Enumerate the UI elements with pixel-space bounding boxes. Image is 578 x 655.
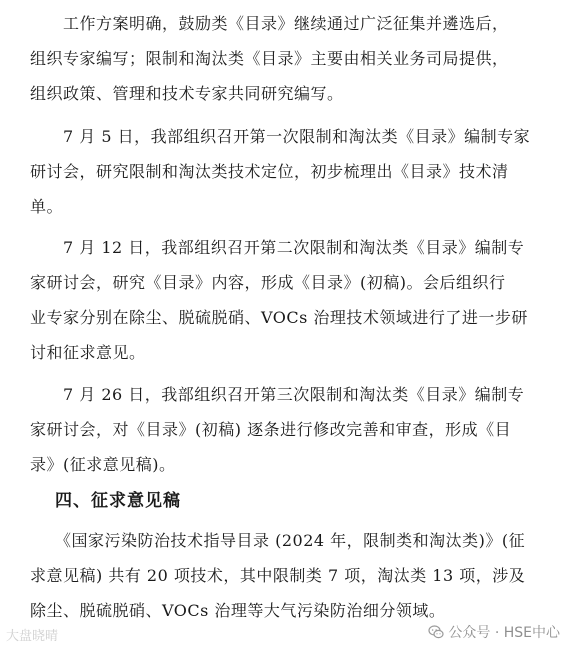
paragraph-july-5 bbox=[30, 119, 558, 224]
text-line: 家研讨会，对《目录》(初稿) 逐条进行修改完善和审查，形成《目 bbox=[30, 420, 512, 439]
text-line: 讨和征求意见。 bbox=[30, 343, 146, 362]
text-line: 7 月 5 日，我部组织召开第一次限制和淘汰类《目录》编制专家 bbox=[30, 127, 531, 146]
text-line: 7 月 12 日，我部组织召开第二次限制和淘汰类《目录》编制专 bbox=[30, 238, 525, 257]
paragraph-july-12 bbox=[30, 230, 558, 370]
text-line: 研讨会，研究限制和淘汰类技术定位，初步梳理出《目录》技术清 bbox=[30, 162, 509, 181]
text-line: 组织政策、管理和技术专家共同研究编写。 bbox=[30, 84, 344, 103]
paragraph-work-plan bbox=[30, 6, 558, 111]
section-heading: 四、征求意见稿 bbox=[55, 491, 181, 511]
paragraph-draft-summary bbox=[30, 523, 558, 628]
text-line: 除尘、脱硫脱硝、VOCs 治理等大气污染防治细分领域。 bbox=[30, 601, 446, 620]
text-line: 业专家分别在除尘、脱硫脱硝、VOCs 治理技术领域进行了进一步研 bbox=[30, 308, 528, 327]
watermark-left-text: 大盘晓晴 bbox=[6, 629, 59, 644]
watermark-left bbox=[6, 625, 58, 644]
text-line: 工作方案明确，鼓励类《目录》继续通过广泛征集并遴选后， bbox=[30, 14, 509, 33]
text-line: 单。 bbox=[30, 197, 64, 216]
text-line: 7 月 26 日，我部组织召开第三次限制和淘汰类《目录》编制专 bbox=[30, 385, 525, 404]
text-line: 《国家污染防治技术指导目录 (2024 年，限制类和淘汰类)》(征 bbox=[30, 531, 526, 550]
text-line: 录》(征求意见稿)。 bbox=[30, 455, 176, 474]
text-line: 求意见稿) 共有 20 项技术，其中限制类 7 项，淘汰类 13 项，涉及 bbox=[30, 566, 526, 585]
text-line: 组织专家编写；限制和淘汰类《目录》主要由相关业务司局提供， bbox=[30, 49, 509, 68]
watermark-right-text: 公众号 · HSE中心 bbox=[448, 625, 560, 641]
wechat-icon bbox=[428, 624, 444, 640]
text-line: 家研讨会，研究《目录》内容，形成《目录》(初稿)。会后组织行 bbox=[30, 273, 506, 292]
paragraph-july-26 bbox=[30, 377, 558, 482]
watermark-right bbox=[428, 622, 560, 642]
